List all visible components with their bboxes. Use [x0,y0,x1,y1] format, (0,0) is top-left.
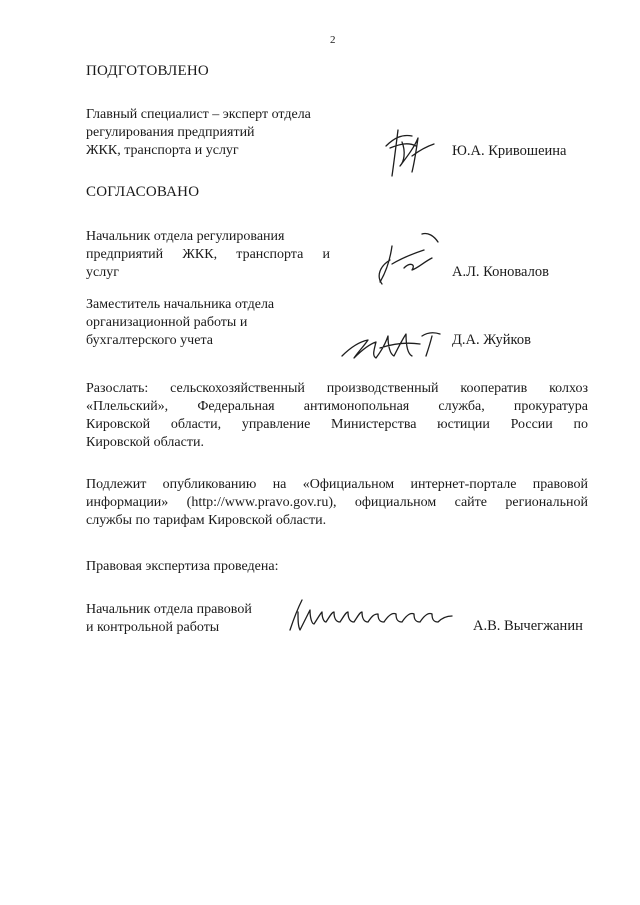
prepared-name: Ю.А. Кривошеина [452,143,567,159]
page-number: 2 [330,34,336,46]
distribution-line: Кировской области. [86,435,204,450]
position-line: и контрольной работы [86,620,220,635]
position-line: Главный специалист – эксперт отдела [86,107,311,122]
signature-zhuikov [336,322,446,366]
distribution-word: сельскохозяйственный [170,381,305,396]
publication-word: сайте [454,495,487,510]
publication-line [86,494,588,512]
position-word: ЖКК, [182,247,218,262]
agreed-position-zhuikov [86,296,346,350]
distribution-word: антимонопольная [303,399,410,414]
publication-line [86,476,588,494]
distribution-word: «Плельский», [86,399,169,414]
distribution-word: области, [170,417,222,432]
distribution-word: Кировской [86,417,151,432]
publication-word: информации» [86,495,169,510]
publication-word: опубликованию [162,477,257,492]
publication-word: региональной [505,495,588,510]
distribution-word: управление [241,417,311,432]
distribution-word: прокуратура [513,399,588,414]
distribution-word: Министерства [331,417,417,432]
publication-word: официальном [354,495,437,510]
distribution-paragraph [86,380,588,452]
distribution-word: России [510,417,553,432]
distribution-word: Разослать: [86,381,149,396]
position-word: и [322,247,330,262]
position-word: предприятий [86,247,164,262]
position-line: услуг [86,265,119,280]
agreed-name-zhuikov: Д.А. Жуйков [452,332,531,348]
distribution-word: колхоз [549,381,588,396]
distribution-word: служба, [438,399,485,414]
distribution-line [86,380,588,398]
distribution-line [86,416,588,434]
distribution-word: Федеральная [197,399,275,414]
publication-line: службы по тарифам Кировской области. [86,513,327,528]
distribution-word: производственный [326,381,439,396]
publication-word: правовой [532,477,588,492]
publication-word: (http://www.pravo.gov.ru), [186,495,337,510]
signature-krivosheina [372,118,442,184]
position-word: транспорта [236,247,304,262]
position-line: организационной работы и [86,315,248,330]
agreed-heading: СОГЛАСОВАНО [86,184,200,200]
position-line: ЖКК, транспорта и услуг [86,143,239,158]
publication-word: интернет-портале [410,477,517,492]
distribution-line [86,398,588,416]
distribution-word: юстиции [437,417,490,432]
position-line: регулирования предприятий [86,125,255,140]
signature-vychegzhanin [284,594,460,636]
distribution-word: по [573,417,588,432]
agreed-position-konovalov [86,228,330,282]
distribution-word: кооператив [460,381,528,396]
publication-paragraph [86,476,588,530]
publication-word: Подлежит [86,477,147,492]
prepared-heading: ПОДГОТОВЛЕНО [86,63,209,79]
publication-word: на [272,477,287,492]
position-line-justified [86,246,330,264]
publication-word: «Официальном [302,477,395,492]
position-line: бухгалтерского учета [86,333,213,348]
agreed-name-konovalov: А.Л. Коновалов [452,264,549,280]
position-line: Начальник отдела регулирования [86,229,285,244]
legal-review-text: Правовая экспертиза проведена: [86,559,279,574]
position-line: Заместитель начальника отдела [86,297,275,312]
prepared-position [86,106,346,160]
signature-konovalov [362,228,450,290]
legal-review-name: А.В. Вычегжанин [473,618,583,634]
position-line: Начальник отдела правовой [86,602,252,617]
